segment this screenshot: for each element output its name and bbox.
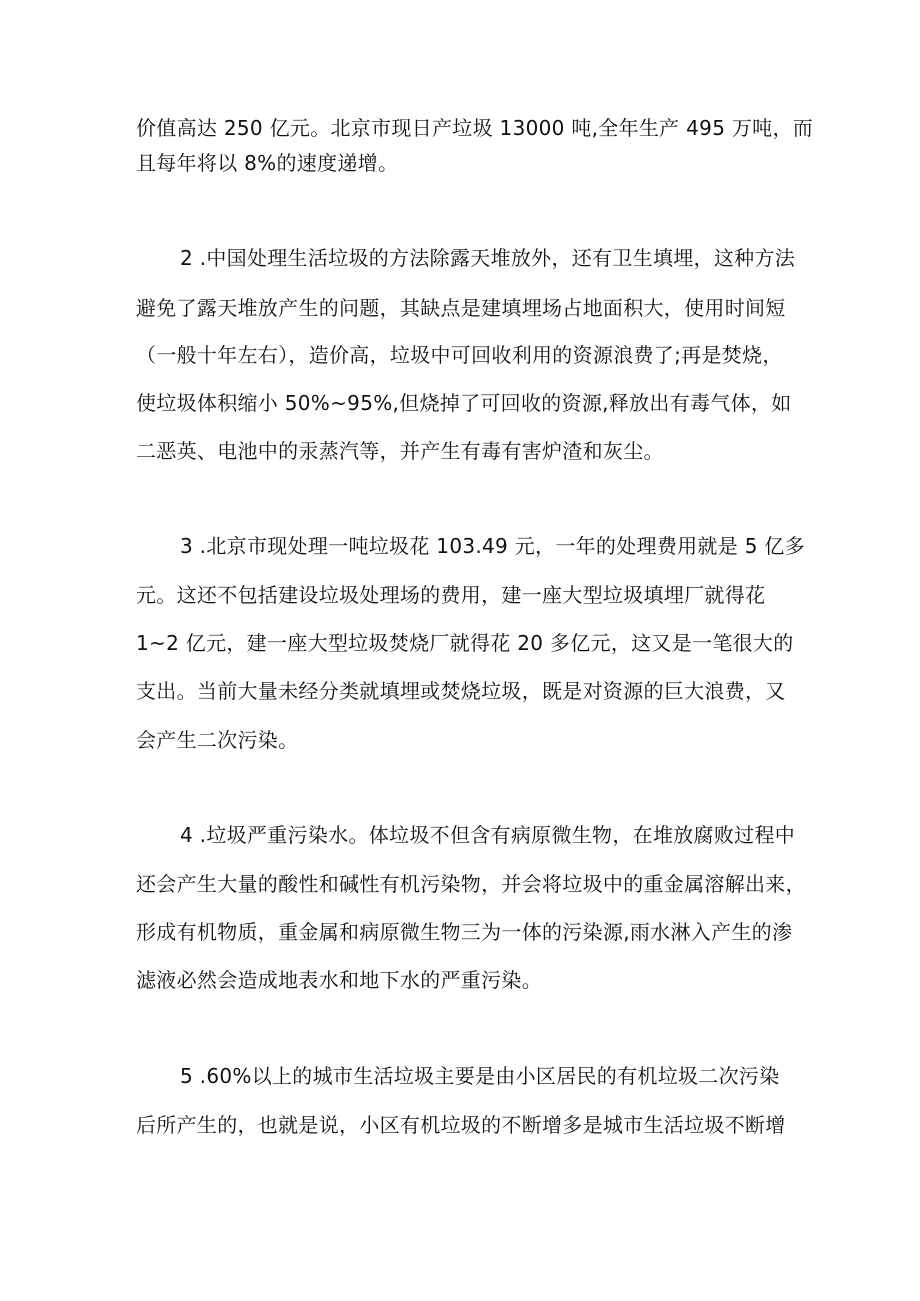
paragraph-4-line-3: 形成有机物质，重金属和病原微生物三为一体的污染源,雨水淋入产生的渗 [136, 920, 793, 944]
paragraph-3-line-5: 会产生二次污染。 [136, 728, 299, 752]
paragraph-2-line-5: 二恶英、电池中的汞蒸汽等，并产生有毒有害炉渣和灰尘。 [136, 439, 664, 463]
paragraph-4-line-2: 还会产生大量的酸性和碱性有机污染物，并会将垃圾中的重金属溶解出来， [136, 872, 806, 896]
paragraph-2-line-1: 2 .中国处理生活垃圾的方法除露天堆放外，还有卫生填埋，这种方法 [180, 246, 796, 270]
paragraph-5-line-2: 后所产生的，也就是说，小区有机垃圾的不断增多是城市生活垃圾不断增 [136, 1113, 786, 1137]
paragraph-3-line-4: 支出。当前大量未经分类就填埋或焚烧垃圾，既是对资源的巨大浪费，又 [136, 679, 786, 703]
paragraph-4-line-1: 4 .垃圾严重污染水。体垃圾不但含有病原微生物，在堆放腐败过程中 [180, 823, 796, 847]
paragraph-3-line-3: 1~2 亿元，建一座大型垃圾焚烧厂就得花 20 多亿元，这又是一笔很大的 [136, 631, 794, 655]
paragraph-0-line-1: 价值高达 250 亿元。北京市现日产垃圾 13000 吨,全年生产 495 万吨，而 [136, 116, 814, 140]
paragraph-3-line-2: 元。这还不包括建设垃圾处理场的费用，建一座大型垃圾填埋厂就得花 [136, 583, 766, 607]
paragraph-2-line-4: 使垃圾体积缩小 50%~95%,但烧掉了可回收的资源,释放出有毒气体，如 [136, 391, 792, 415]
paragraph-4-line-4: 滤液必然会造成地表水和地下水的严重污染。 [136, 968, 542, 992]
paragraph-0-line-2: 且每年将以 8%的速度递增。 [136, 151, 399, 175]
paragraph-2-line-2: 避免了露天堆放产生的问题，其缺点是建填埋场占地面积大，使用时间短 [136, 296, 786, 320]
paragraph-2-line-3: （一般十年左右），造价高，垃圾中可回收利用的资源浪费了;再是焚烧， [136, 343, 783, 367]
paragraph-5-line-1: 5 .60%以上的城市生活垃圾主要是由小区居民的有机垃圾二次污染 [180, 1064, 780, 1088]
paragraph-3-line-1: 3 .北京市现处理一吨垃圾花 103.49 元，一年的处理费用就是 5 亿多 [180, 534, 805, 558]
